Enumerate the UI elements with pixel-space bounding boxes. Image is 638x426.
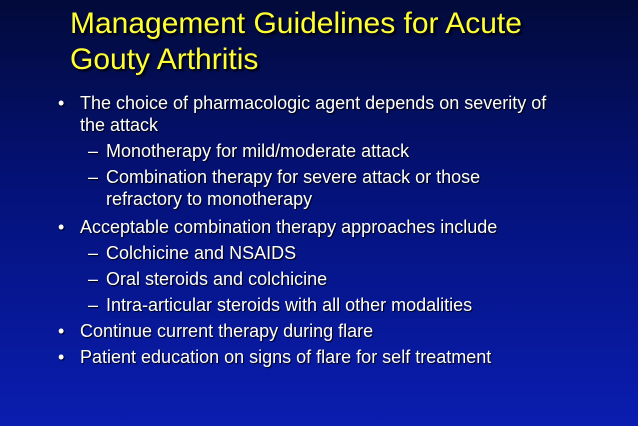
bullet-text: Acceptable combination therapy approaches include (80, 217, 498, 237)
slide-title-line-1: Management Guidelines for Acute (70, 7, 522, 40)
sub-item-monotherapy (0, 140, 638, 162)
bullet-item-combination-approaches (0, 216, 638, 238)
bullet-marker: • (58, 321, 65, 341)
sub-item-combination-severe (0, 166, 638, 210)
bullet-text-line-2: the attack (80, 115, 159, 135)
slide-title-line-2: Gouty Arthritis (70, 43, 259, 76)
bullet-text-line-1: The choice of pharmacologic agent depends on severity of (80, 93, 547, 113)
sub-marker: – (88, 269, 99, 289)
bullet-item-patient-education (0, 346, 638, 368)
sub-item-intra-articular (0, 294, 638, 316)
sub-marker: – (88, 243, 99, 263)
sub-item-text-line-1: Combination therapy for severe attack or those (106, 167, 481, 187)
slide-title (70, 6, 610, 78)
bullet-text: Continue current therapy during flare (80, 321, 374, 341)
bullet-item-continue-therapy (0, 320, 638, 342)
sub-marker: – (88, 141, 99, 161)
sub-item-text: Intra-articular steroids with all other modalities (106, 295, 473, 315)
sub-item-text: Colchicine and NSAIDS (106, 243, 297, 263)
sub-marker: – (88, 167, 99, 187)
sub-item-text: Oral steroids and colchicine (106, 269, 328, 289)
bullet-marker: • (58, 217, 65, 237)
sub-item-oral-steroids (0, 268, 638, 290)
sub-item-text-line-2: refractory to monotherapy (106, 189, 313, 209)
bullet-marker: • (58, 347, 65, 367)
bullet-list (0, 92, 638, 368)
sub-item-colchicine-nsaids (0, 242, 638, 264)
bullet-text: Patient education on signs of flare for self treatment (80, 347, 492, 367)
sub-marker: – (88, 295, 99, 315)
bullet-item-agent-choice (0, 92, 638, 136)
sub-item-text: Monotherapy for mild/moderate attack (106, 141, 410, 161)
bullet-marker: • (58, 93, 65, 113)
